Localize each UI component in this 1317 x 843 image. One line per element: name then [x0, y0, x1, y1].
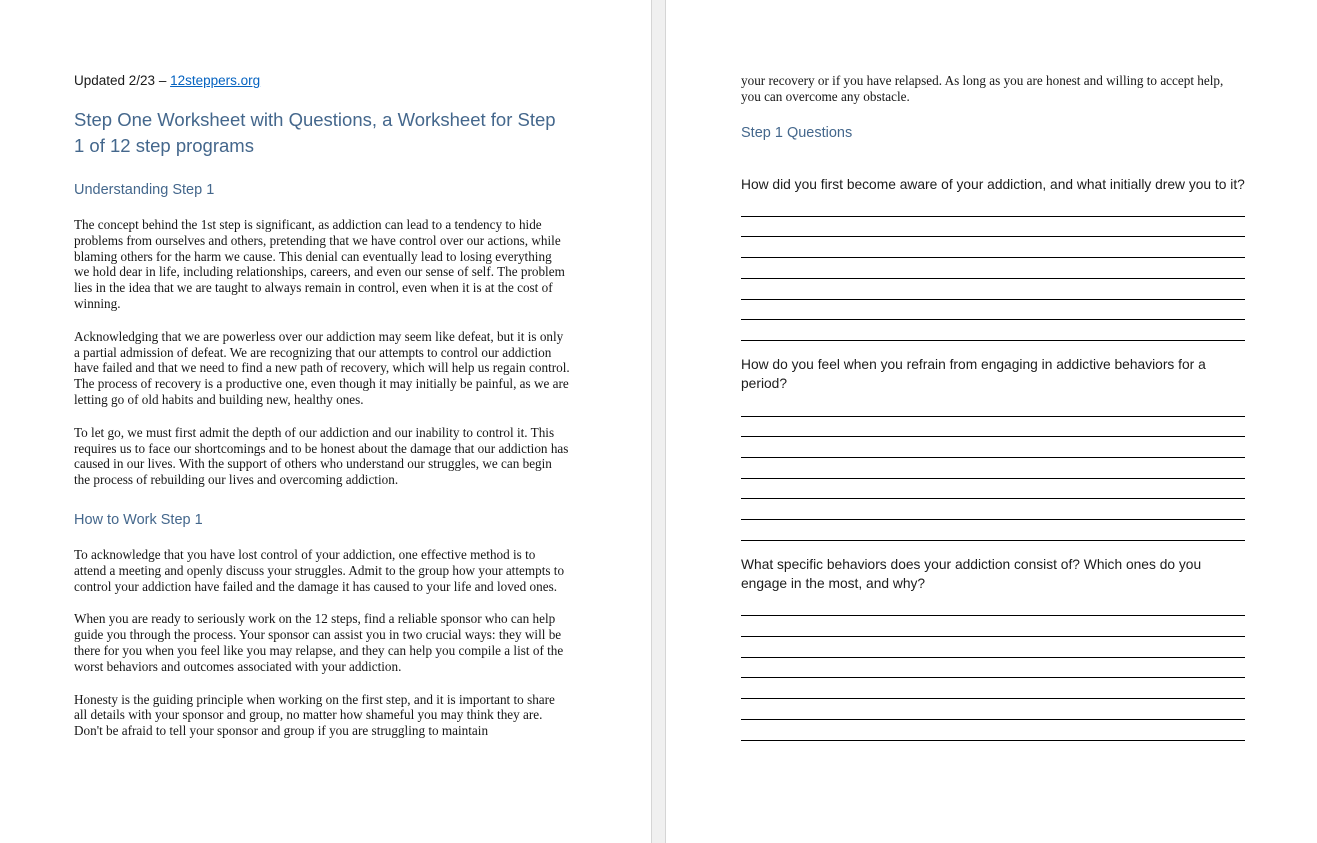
answer-line[interactable] — [741, 520, 1245, 541]
updated-text: Updated 2/23 – — [74, 73, 171, 88]
answer-line[interactable] — [741, 479, 1245, 500]
question-text: What specific behaviors does your addiction consist of? Which ones do you engage in the most, and why? — [741, 556, 1202, 592]
answer-line[interactable] — [741, 217, 1245, 238]
answer-line[interactable] — [741, 237, 1245, 258]
answer-line[interactable] — [741, 279, 1245, 300]
answer-line[interactable] — [741, 437, 1245, 458]
answer-line[interactable] — [741, 616, 1245, 637]
answer-line[interactable] — [741, 417, 1245, 438]
site-link[interactable]: 12steppers.org — [170, 73, 261, 88]
answer-line[interactable] — [741, 258, 1245, 279]
answer-line[interactable] — [741, 596, 1245, 617]
paragraph: The concept behind the 1st step is significant, as addiction can lead to a tendency to hide problems from ourselves and others, pretending that we have control over our actions, while blaming others for the harm we cause. This denial can eventually lead to losing everything we hold dear in life, including relationships, careers, and even our sense of self. The problem lies in the idea that we are taught to always remain in control, even when it is at the cost of winning. — [74, 217, 565, 311]
answer-lines-group — [741, 596, 1245, 741]
paragraph: Honesty is the guiding principle when working on the first step, and it is important to share all details with your sponsor and group, no matter how shameful you may think they are. Don't be afraid to tell your sponsor and group if you are struggling to maintain — [74, 691, 555, 739]
paragraph-continuation: your recovery or if you have relapsed. As long as you are honest and willing to accept help, you can overcome any obstacle. — [741, 73, 1224, 104]
paragraph: Acknowledging that we are powerless over our addiction may seem like defeat, but it is only a partial admission of defeat. We are recognizing that our attempts to control our addiction have failed and that we need to find a new path of recovery, which will help us regain control. The process of recovery is a productive one, even though it may initially be painful, as we are letting go of old habits and building new, healthy ones. — [74, 328, 570, 407]
answer-line[interactable] — [741, 320, 1245, 341]
paragraph: When you are ready to seriously work on the 12 steps, find a reliable sponsor who can help guide you through the process. Your sponsor can assist you in two crucial ways: they will be there for you when you feel like you may relapse, and they can help you compile a list of the worst behaviors and outcomes associated with your addiction. — [74, 611, 564, 674]
answer-lines-group — [741, 196, 1245, 341]
paragraph: To acknowledge that you have lost control of your addiction, one effective method is to attend a meeting and openly discuss your struggles. Admit to the group how your attempts to control your addiction have failed and the damage it has caused to your life and loved ones. — [74, 546, 565, 594]
answer-line[interactable] — [741, 458, 1245, 479]
answer-lines-group — [741, 396, 1245, 541]
page-right — [666, 0, 1317, 843]
page-left — [0, 0, 651, 843]
question-text: How did you first become aware of your addiction, and what initially drew you to it? — [741, 176, 1245, 192]
paragraph: To let go, we must first admit the depth of our addiction and our inability to control it. This requires us to face our shortcomings and to be honest about the damage that our addiction has caused in our lives. With the support of others who understand our struggles, we can begin the process of rebuilding our lives and overcoming addiction. — [74, 424, 569, 488]
answer-line[interactable] — [741, 196, 1245, 217]
section-heading-step-1-questions: Step 1 Questions — [741, 124, 853, 141]
answer-line[interactable] — [741, 300, 1245, 321]
answer-line[interactable] — [741, 499, 1245, 520]
answer-line[interactable] — [741, 396, 1245, 417]
answer-line[interactable] — [741, 637, 1245, 658]
answer-line[interactable] — [741, 699, 1245, 720]
answer-line[interactable] — [741, 720, 1245, 741]
meta-line — [74, 73, 570, 89]
question-block-1 — [741, 175, 1245, 341]
question-text: How do you feel when you refrain from engaging in addictive behaviors for a period? — [741, 356, 1206, 392]
question-block-3 — [741, 555, 1245, 741]
document-title: Step One Worksheet with Questions, a Worksheet for Step 1 of 12 step programs — [74, 109, 556, 156]
answer-line[interactable] — [741, 658, 1245, 679]
answer-line[interactable] — [741, 678, 1245, 699]
section-heading-understanding-step-1: Understanding Step 1 — [74, 182, 215, 198]
question-block-2 — [741, 355, 1245, 541]
section-heading-how-to-work-step-1: How to Work Step 1 — [74, 511, 203, 528]
page-gutter-divider — [651, 0, 666, 843]
